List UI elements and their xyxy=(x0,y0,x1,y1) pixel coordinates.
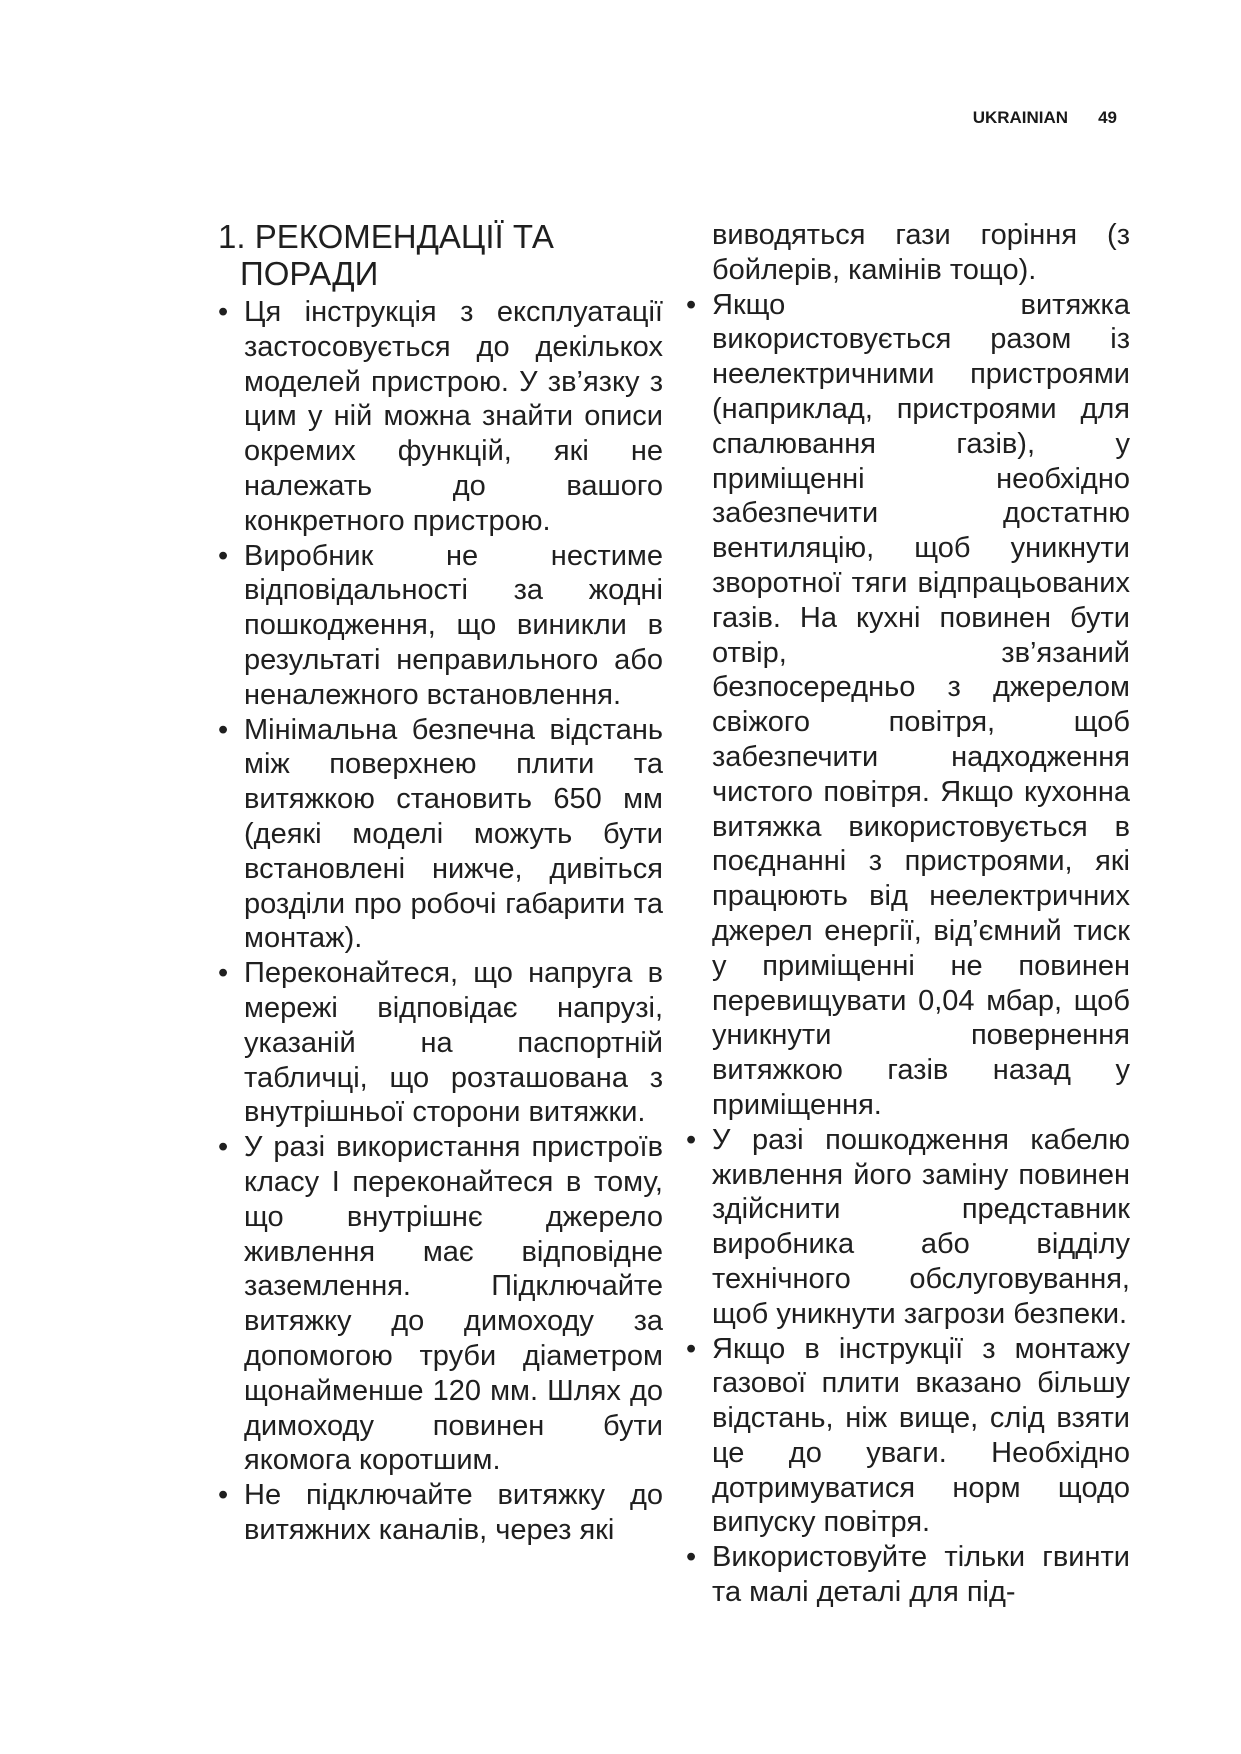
list-item: • Якщо в інструкції з монтажу газової плити вказано більшу відстань, ніж вище, слід взяти це до уваги. Необхідно дотримуватися норм щодо випуску повітря. xyxy=(686,1332,1130,1541)
right-column xyxy=(686,218,1130,1610)
page-header xyxy=(973,108,1117,128)
list-item: • Не підключайте витяжку до витяжних каналів, через які xyxy=(218,1478,663,1548)
right-bullet-list xyxy=(686,288,1130,1610)
list-item: • У разі використання пристроїв класу I переконайтеся в тому, що внутрішнє джерело живлення має відповідне заземлення. Підключайте витяжку до димоходу за допомогою труби діаметром щонайменше 120 мм. Шлях до димоходу повинен бути якомога коротшим. xyxy=(218,1130,663,1478)
list-item: • Використовуйте тільки гвинти та малі деталі для під- xyxy=(686,1540,1130,1610)
left-bullet-list xyxy=(218,295,663,1548)
list-item: • Якщо витяжка використовується разом із неелектричними пристроями (наприклад, пристроями для спалювання газів), у приміщенні необхідно забезпечити достатню вентиляцію, щоб уникнути зворотної тяги відпрацьованих газів. На кухні повинен бути отвір, зв’язаний безпосередньо з джерелом свіжого повітря, щоб забезпечити надходження чистого повітря. Якщо кухонна витяжка використовується в поєднанні з пристроями, які працюють від неелектричних джерел енергії, від’ємний тиск у приміщенні не повинен перевищувати 0,04 мбар, щоб уникнути повернення витяжкою газів назад у приміщення. xyxy=(686,288,1130,1123)
left-column xyxy=(218,218,663,1548)
continued-text: виводяться гази горіння (з бойлерів, камінів тощо). xyxy=(712,219,1130,286)
list-item: • Виробник не нестиме відповідальності за жодні пошкодження, що виникли в результаті неправильного або неналежного встановлення. xyxy=(218,539,663,713)
page-number: 49 xyxy=(1098,108,1117,127)
section-title: 1. РЕКОМЕНДАЦІЇ ТА ПОРАДИ xyxy=(218,218,554,292)
list-item: • Мінімальна безпечна відстань між поверхнею плити та витяжкою становить 650 мм (деякі моделі можуть бути встановлені нижче, дивіться розділи про робочі габарити та монтаж). xyxy=(218,713,663,957)
list-item: • Переконайтеся, що напруга в мережі відповідає напрузі, указаній на паспортній табличці, що розташована з внутрішньої сторони витяжки. xyxy=(218,956,663,1130)
language-label: UKRAINIAN xyxy=(972,108,1069,127)
list-item: • Ця інструкція з експлуатації застосовується до декількох моделей пристрою. У зв’язку з цим у ній можна знайти описи окремих функцій, які не належать до вашого конкретного пристрою. xyxy=(218,295,663,539)
list-item: • У разі пошкодження кабелю живлення його заміну повинен здійснити представник виробника або відділу технічного обслуговування, щоб уникнути загрози безпеки. xyxy=(686,1123,1130,1332)
